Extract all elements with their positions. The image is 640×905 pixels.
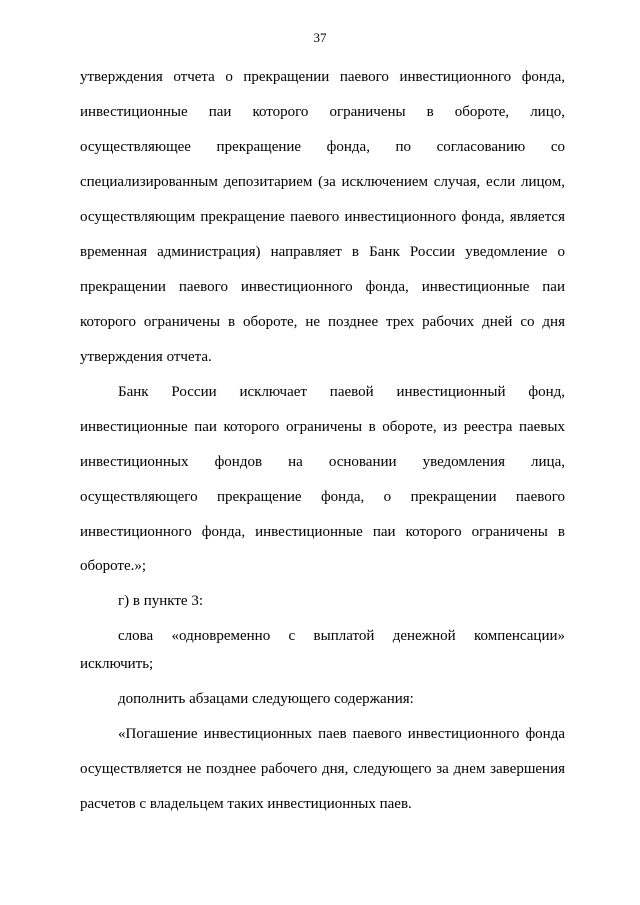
text-line: дополнить абзацами следующего содержания: bbox=[118, 691, 414, 707]
text-line: инвестиционного фонда, инвестиционные паи которого ограничены в bbox=[80, 524, 565, 540]
text-line: которого ограничены в обороте, не позднее трех рабочих дней со дня bbox=[80, 314, 565, 330]
text-line: «Погашение инвестиционных паев паевого инвестиционного фонда bbox=[118, 726, 565, 742]
text-line: г) в пункте 3: bbox=[118, 593, 204, 609]
text-line: исключить; bbox=[80, 656, 154, 672]
text-line: утверждения отчета. bbox=[80, 349, 212, 365]
text-line: инвестиционных фондов на основании уведомления лица, bbox=[80, 454, 565, 470]
page-number: 37 bbox=[313, 30, 327, 45]
text-line: инвестиционные паи которого ограничены в обороте, лицо, bbox=[80, 104, 565, 120]
text-line: Банк России исключает паевой инвестиционный фонд, bbox=[118, 384, 565, 400]
text-line: обороте.»; bbox=[80, 558, 147, 574]
text-line: прекращении паевого инвестиционного фонда, инвестиционные паи bbox=[80, 279, 565, 295]
text-line: утверждения отчета о прекращении паевого инвестиционного фонда, bbox=[80, 69, 565, 85]
text-line: осуществляющего прекращение фонда, о прекращении паевого bbox=[80, 489, 565, 505]
text-line: осуществляющим прекращение паевого инвестиционного фонда, является bbox=[80, 209, 565, 225]
text-line: инвестиционные паи которого ограничены в обороте, из реестра паевых bbox=[80, 419, 565, 435]
text-line: слова «одновременно с выплатой денежной компенсации» bbox=[118, 628, 565, 644]
text-line: временная администрация) направляет в Банк России уведомление о bbox=[80, 244, 565, 260]
text-line: специализированным депозитарием (за исключением случая, если лицом, bbox=[80, 174, 565, 190]
text-line: расчетов с владельцем таких инвестиционных паев. bbox=[80, 796, 412, 812]
text-line: осуществляющее прекращение фонда, по согласованию со bbox=[80, 139, 565, 155]
text-line: осуществляется не позднее рабочего дня, следующего за днем завершения bbox=[80, 761, 565, 777]
